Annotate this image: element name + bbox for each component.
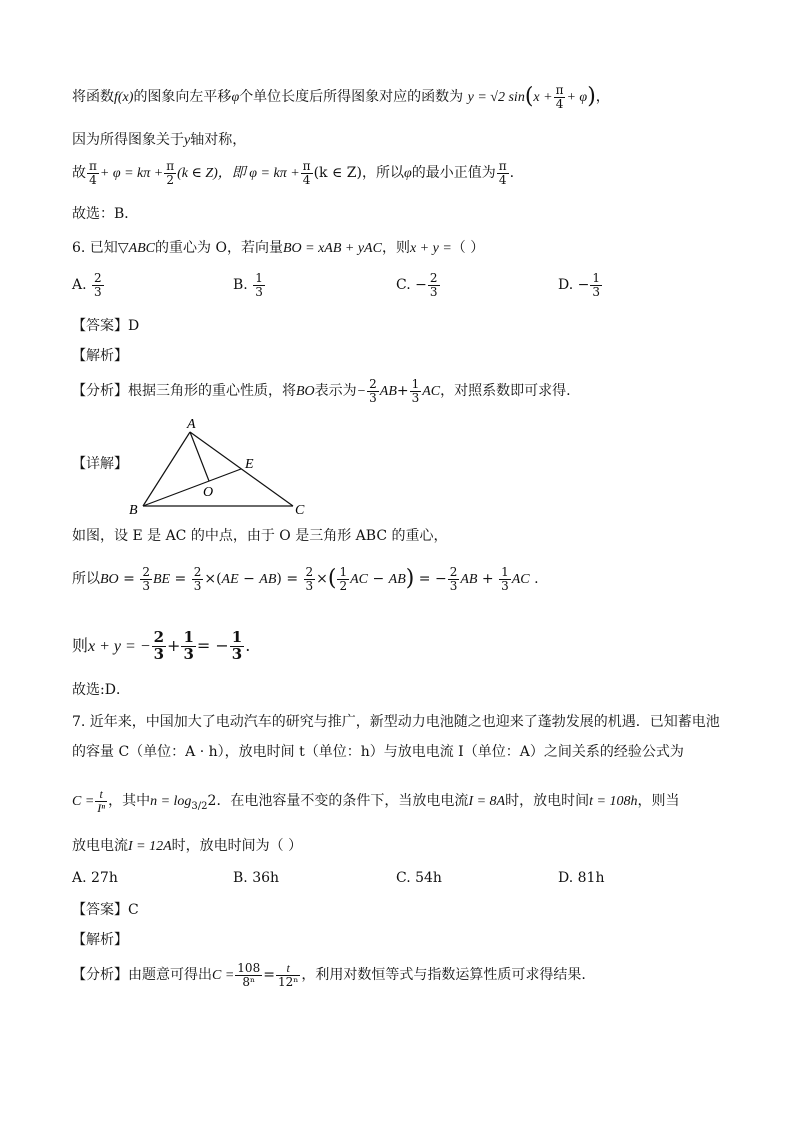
text: ，对照系数即可求得. [440, 383, 571, 400]
text: 则 [72, 635, 89, 655]
text: 轴对称， [190, 132, 247, 148]
q6-d3: 则x + y = − $\frac{2}{3}$ + $\frac{1}{3}$ = − $\frac{1}{3}$ . [72, 628, 251, 663]
label-c: C [295, 503, 305, 518]
math-xy: x + y = [409, 241, 452, 256]
paren-right: ) [587, 84, 596, 109]
q7-analysis: 【解析】 [72, 932, 128, 948]
q6-analysis: 【解析】 [72, 348, 128, 364]
text: ，则当 [637, 793, 680, 810]
q6-option-b[interactable]: B. $\frac{1}{3}$ [233, 271, 263, 299]
math-log: n = log [150, 794, 192, 810]
fraction: $\frac{\pi}{4}$ [89, 159, 97, 187]
text: 时，放电时间 [505, 793, 590, 810]
label-e: E [245, 457, 254, 472]
math-y: y = √2 sin [467, 90, 525, 106]
text: 【分析】由题意可得出 [72, 967, 212, 984]
q6-d2: 所以BO = $\frac{2}{3}$ BE = $\frac{2}{3}$ ×(AE − AB) = $\frac{2}{3}$ ×( $\frac{1}{2}$ AC − AB) = − $\frac{2}{3}$ AB + $\frac{1}{3}$ AC . [72, 565, 539, 593]
math: C = [212, 968, 235, 984]
fraction: $\frac{\pi}{4}$ [302, 159, 311, 187]
text: 所以 [72, 571, 100, 588]
math-phi: φ [231, 90, 240, 106]
text: 时，放电时间为（ ） [171, 838, 303, 854]
triangle-figure [125, 416, 315, 518]
fraction-pi-4: $\frac{\pi}{4}$ [555, 83, 564, 111]
text: （ ） [451, 240, 485, 256]
median-be [143, 469, 241, 506]
text: 故 [72, 165, 86, 182]
text: 因为所得图象关于 [72, 132, 184, 148]
q7-option-a[interactable]: A. 27h [72, 870, 118, 886]
q7-fenxi: 【分析】由题意可得出C = $\frac{108}{\text{8ⁿ}}$ = $\frac{t}{\text{12ⁿ}}$ ，利用对数恒等式与指数运算性质可求得结果. [72, 961, 586, 989]
label-o: O [203, 485, 214, 500]
text: 表示为 [314, 383, 357, 400]
math-fx: f(x) [114, 90, 134, 106]
text: 将函数 [72, 89, 114, 106]
text: ，其中 [108, 793, 151, 810]
math: I = 12A [128, 839, 172, 854]
math-phi: φ [403, 166, 412, 182]
q7-option-b[interactable]: B. 36h [233, 870, 280, 886]
line-conclusion [72, 160, 514, 186]
q7-l1: 7. 近年来，中国加大了电动汽车的研究与推广，新型动力电池随之也迎来了蓬勃发展的机遇．已知蓄电池 [72, 714, 720, 730]
q6-option-c[interactable]: C. − $\frac{2}{3}$ [396, 271, 438, 299]
text: 6. 已知 [72, 240, 118, 256]
fraction: $\frac{\pi}{4}$ [498, 159, 507, 187]
q6-d1: 如图，设 E 是 AC 的中点，由于 O 是三角形 ABC 的重心， [72, 528, 448, 544]
line-choice: 故选：B． [72, 206, 139, 222]
math-vector-eq: BO = xAB + yAC [282, 241, 382, 256]
q6-option-d[interactable]: D. − $\frac{1}{3}$ [558, 271, 601, 299]
text: 的最小正值为 [411, 165, 496, 182]
q6-d4: 故选:D． [72, 682, 130, 698]
math: x + y = − [88, 637, 151, 655]
text: ，则 [381, 240, 410, 256]
fraction: $\frac{\pi}{2}$ [166, 159, 175, 187]
math: + φ = kπ + [99, 166, 164, 182]
text: 的图象向左平移 [133, 89, 232, 106]
math: 2 [207, 793, 217, 810]
text: 【分析】根据三角形的重心性质，将 [72, 383, 296, 400]
q7-option-c[interactable]: C. 54h [396, 870, 442, 886]
math: t = 108h [589, 794, 638, 810]
math: (k ∈ Z)，即 φ = kπ + [177, 166, 300, 182]
q7-l4 [72, 838, 302, 856]
q7-option-d[interactable]: D. 81h [558, 870, 605, 886]
q6-detail: 【详解】 [72, 456, 128, 472]
text: 个单位长度后所得图象对应的函数为 [239, 89, 464, 106]
label-a: A [187, 417, 196, 432]
text: ．在电池容量不变的条件下，当放电电流 [216, 793, 469, 810]
q6-stem [72, 240, 484, 258]
math-triangle: ▽ABC [117, 241, 156, 256]
edge-ab [143, 432, 190, 506]
q7-answer: 【答案】C [72, 902, 139, 918]
text: ，利用对数恒等式与指数运算性质可求得结果. [301, 967, 586, 984]
text: . [509, 165, 515, 182]
math: I = 8A [468, 794, 506, 810]
line-shift-function [72, 84, 610, 110]
label-b: B [129, 503, 138, 518]
math-y: y [184, 133, 191, 148]
line-symmetry [72, 132, 246, 150]
text: 放电电流 [72, 838, 128, 854]
q7-l3: C = $\frac{t}{\text{Iⁿ}}$ ，其中$n = \log_{3/2}2$．在电池容量不变的条件下，当放电电流I = 8A时，放电时间t = 108h，则当 [72, 787, 680, 815]
math: = [263, 967, 275, 984]
q6-answer: 【答案】D [72, 318, 140, 334]
math: C = [72, 794, 95, 810]
math: (k ∈ Z)，所以 [313, 165, 404, 182]
q7-l2: 的容量 C（单位：A · h），放电时间 t（单位：h）与放电电流 I（单位：A）之间关系的经验公式为 [72, 744, 684, 760]
math-tail: + φ [566, 90, 588, 106]
q6-option-a[interactable]: A. $\frac{2}{3}$ [72, 271, 102, 299]
log-base: 3/2 [191, 800, 208, 812]
math-x: x + [533, 90, 553, 106]
paren-left: ( [524, 84, 534, 109]
text: 的重心为 O，若向量 [155, 240, 283, 256]
math-bo: BO [296, 384, 315, 400]
q6-fenxi: 【分析】根据三角形的重心性质，将BO表示为− $\frac{2}{3}$ AB+ $\frac{1}{3}$ AC，对照系数即可求得. [72, 377, 571, 405]
text: ， [595, 89, 610, 106]
